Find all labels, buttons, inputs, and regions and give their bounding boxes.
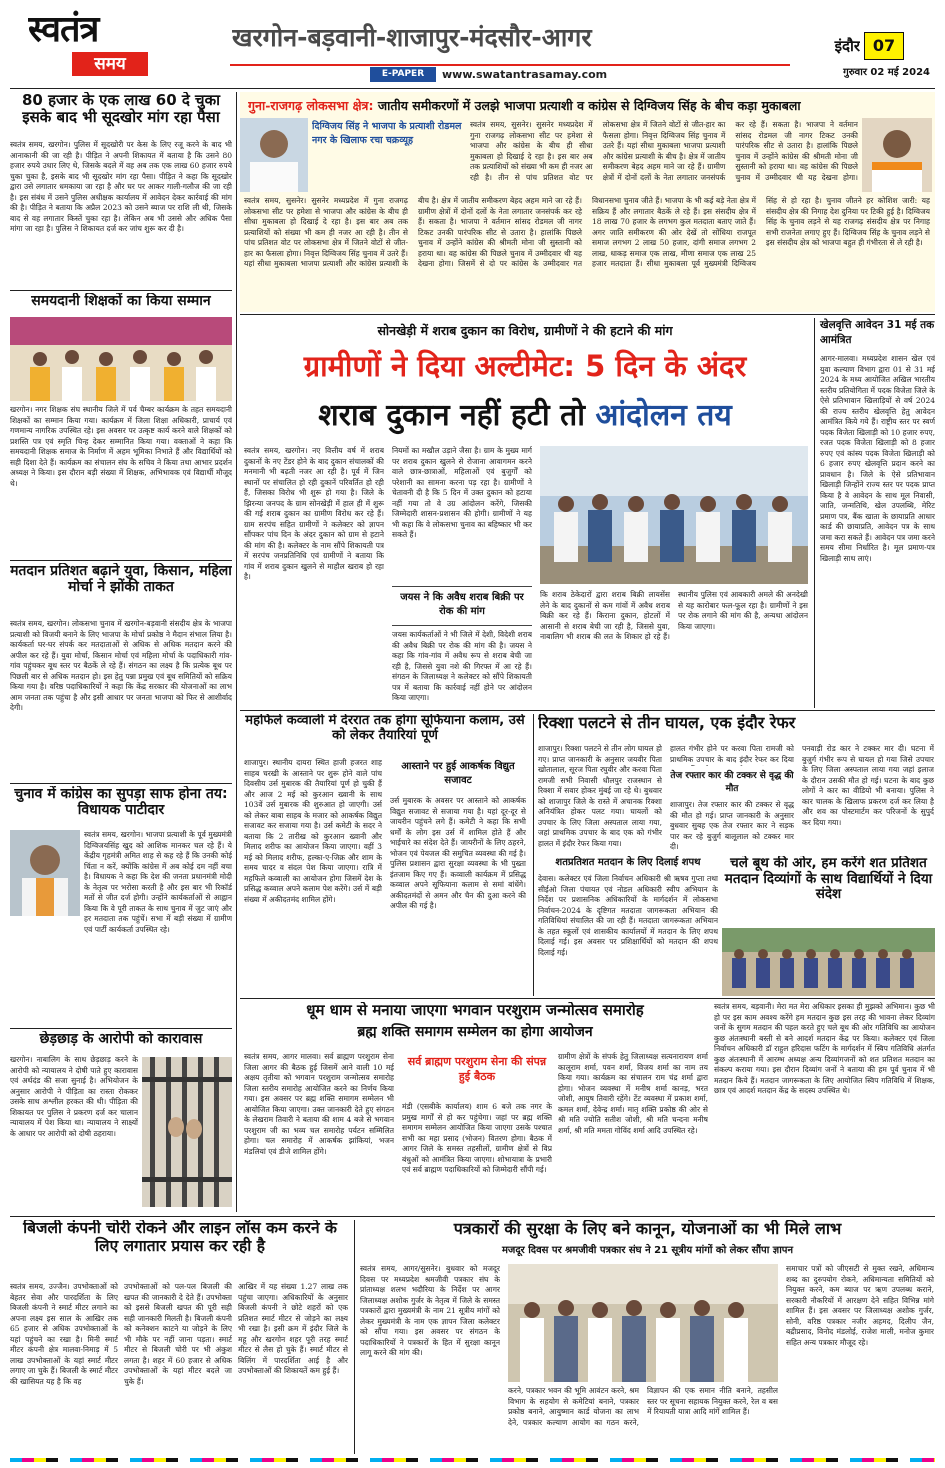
parshuram-col-3: ग्रामीण क्षेत्रों के संपर्क हेतु जिलाध्यक्ष सत्यनारायण शर्मा कालूराम शर्मा, पवन शर्मा, विजय शर्मा का नाम तय किया गया। कार्यक्रम का संचालन राम चंद्र शर्मा द्वारा होगा। भोजन व्यवस्था में मनीष शर्मा कानड़, भरत जोशी, आयुष तिवारी रहेंगे। टेंट व्यवस्था में प्रकाश शर्मा, कमल शर्मा, देवेन्द्र शर्मा। मातृ शक्ति प्रकोष्ठ की ओर से श्री मति ज्योति सतीश जोशी, श्री मति चन्दना मनीष शर्मा, श्री मति ममता गोविंद शर्मा आदि उपस्थित रहे। [558, 1052, 708, 1135]
journalists-story [360, 1220, 935, 1454]
article-title: चुनाव में कांग्रेस का सुपड़ा साफ होना तय: विधायक पाटीदार [14, 786, 228, 819]
liquor-headline-red: ग्रामीणों ने दिया अल्टीमेट: 5 दिन के अंदर [303, 349, 747, 383]
divider [10, 1028, 232, 1029]
rickshaw-col-2: हालत गंभीर होने पर करवा पिता रामजी को प्राथमिक उपचार के बाद इंदौर रेफर कर दिया [670, 744, 794, 764]
liquor-col-2b: जयस कार्यकर्ताओं ने भी जिले में देशी, विदेशी शराब की अवैध बिक्री पर रोक की मांग की है। जयस ने कहा कि गांव-गांव में अवैध रूप से शराब बेची जा रही है, जिससे युवा नशे की गिरफ्त में आ रहे हैं। संगठन के जिलाध्यक्ष ने कलेक्टर को सौंपे शिकायती पत्र में बताया कि कार्रवाई नहीं होने पर आंदोलन किया जाएगा। [392, 630, 532, 702]
article-body: खरगोन। नगर शिक्षक संघ स्थानीय जिले में पर्व चैम्बर कार्यक्रम के तहत समयदानी शिक्षकों का सम्मान किया गया। कार्यक्रम में जिला शिक्षा अधिकारी, प्राचार्य एवं गणमान्य नागरिक उपस्थित रहे। इस अवसर पर उत्कृष्ट कार्य करने वाले शिक्षकों को प्रशस्ति पत्र एवं स्मृति चिन्ह देकर सम्मानित किया गया। वक्ताओं ने कहा कि समयदानी शिक्षक समाज के निर्माण में अहम भूमिका निभाते हैं और विद्यार्थियों को सही दिशा देते हैं। कार्यक्रम का संचालन संघ के सचिव ने किया तथा आभार प्रदर्शन अध्यक्ष ने किया। इस दौरान बड़ी संख्या में शिक्षक, अभिभावक एवं विद्यार्थी मौजूद थे। [10, 405, 232, 488]
villagers-photo [540, 446, 808, 584]
electric-story [10, 1220, 350, 1454]
liquor-story [240, 318, 810, 708]
rickshaw-col-3: पनवाड़ी रोड कार ने टक्कर मार दी। घटना में बुजुर्ग गंभीर रूप से घायल हो गया जिसे उपचार के लिए जिला अस्पताल लाया गया जहां इलाज के दौरान उसकी मौत हो गई। घटना के बाद कुछ लोगों ने कार का वीडियो भी बनाया। पुलिस ने कार चालक के खिलाफ प्रकरण दर्ज कर लिया है और शव का पोस्टमार्टम कर परिजनों के सुपुर्द कर दिया गया। [802, 744, 934, 827]
rickshaw-story [538, 714, 935, 854]
electric-col-1: स्वतंत्र समय, उज्जैन। उपभोक्ताओं को बेहतर सेवा और पारदर्शिता के लिए बिजली कंपनी ने स्मार्ट मीटर लगाने का अपना लक्ष्य इस साल के आखिर तक 65 हजार से अधिक उपभोक्ताओं के यहां पहुंचने का रखा है। मिनी स्मार्ट मीटर कंपनी क्षेत्र मालवा-निमाड़ में 5 लाख उपभोक्ताओं के यहां स्मार्ट मीटर लगाए जा चुके हैं। बिजली के स्मार्ट मीटर की खासियत यह है कि वह [10, 1282, 118, 1386]
qawwali-col-2: उर्स मुबारक के अवसर पर आस्ताने को आकर्षक विद्युत सजावट से सजाया गया है। यहां दूर-दूर से जायरीन पहुंचने लगे हैं। कमेटी ने कहा कि सभी धर्मों के लोग इस उर्स में शामिल होते हैं और भाईचारे का संदेश देते हैं। जायरीनों के लिए ठहरने, भोजन एवं पेयजल की समुचित व्यवस्था की गई है। पुलिस प्रशासन द्वारा सुरक्षा व्यवस्था के भी पुख्ता इंतजाम किए गए हैं। कव्वाली कार्यक्रम में प्रसिद्ध कव्वाल अपने सूफियाना कलाम से समां बांधेंगे। अकीदतमंदों से अमन और चैन की दुआ करने की अपील की गई है। [390, 796, 526, 910]
liquor-col-3: कि शराब ठेकेदारों द्वारा शराब बिक्री लायसेंस लेने के बाद दुकानों से कम गांवों में अवैध शराब बिक्री कर रहे हैं। किराना दुकान, होटलों में आसानी से शराब बेची जा रही है, जिससे युवा, नाबालिग भी शराब की लत के शिकार हो रहे हैं। स्थानीय पुलिस एवं आबकारी अमले की अनदेखी से यह कारोबार फल-फूल रहा है। ग्रामीणों ने इस पर रोक लगाने की मांग की है, अन्यथा आंदोलन किया जाएगा। [540, 590, 808, 641]
article-body: खरगोन। नाबालिग के साथ छेड़छाड़ करने के आरोपी को न्यायालय ने दोषी पाते हुए कारावास एवं अर्थदंड की सजा सुनाई है। अभियोजन के अनुसार आरोपी ने पीड़िता का रास्ता रोककर उसके साथ अश्लील हरकत की थी। पीड़िता की शिकायत पर पुलिस ने प्रकरण दर्ज कर चालान न्यायालय में पेश किया था। न्यायालय ने साक्ष्यों के आधार पर आरोपी को दोषी ठहराया। [10, 1055, 138, 1138]
liquor-col-1: स्वतंत्र समय, खरगोन। नए वित्तीय वर्ष में शराब दुकानों के नए टेंडर होने के बाद दुकान संचालकों की मनमानी भी बढ़ती नजर आ रही है। पूर्व में जिन स्थानों पर संचालित हो रही दुकानें परिवर्तित हो रही हैं, जिसका विरोध भी शुरू हो गया है। जिले के झिरन्या जनपद के ग्राम सोनखेड़ी में हाल ही में शुरू की गई शराब दुकान का ग्रामीण विरोध कर रहे हैं। ग्राम सरपंच सहित ग्रामीणों ने कलेक्टर को ज्ञापन सौंपकर पांच दिन के अंदर दुकान को ग्राम से हटाने की मांग की है। कलेक्टर के नाम सौंपे शिकायती पत्र में सरपंच जनप्रतिनिधि एवं ग्रामीणों ने बताया कि गांव में शराब दुकान खुलने से माहौल खराब हो रहा है। [244, 446, 384, 581]
divider [10, 783, 232, 784]
top-story [240, 92, 935, 312]
rickshaw-title: रिक्शा पलटने से तीन घायल, एक इंदौर रेफर [538, 714, 796, 732]
parshuram-subtitle: ब्रह्म शक्ति समागम सम्मेलन का होगा आयोजन [357, 1024, 593, 1040]
article-body: स्वतंत्र समय, खरगोन। भाजपा प्रत्याशी के पूर्व मुख्यमंत्री दिग्विजयसिंह खुद को आशिक मानकर चल रहे हैं। ये केंद्रीय गृहमंत्री अमित शाह से कह रहे हैं कि उनकी कोई चिंता न करें, क्योंकि कांग्रेस में अब कोई दम नहीं बचा है। विधायक ने कहा कि देश की जनता प्रधानमंत्री मोदी के नेतृत्व पर भरोसा करती है और इस बार भी रिकॉर्ड मतों से जीत दर्ज होगी। उन्होंने कार्यकर्ताओं से आह्वान किया कि वे पूरी ताकत के साथ चुनाव में जुट जाएं और हर मतदाता तक पहुंचें। सभा में बड़ी संख्या में ग्रामीण एवं पार्टी कार्यकर्ता उपस्थित रहे। [84, 830, 232, 934]
divider [10, 560, 232, 561]
rickshaw-subhead: तेज रफ्तार कार की टक्कर से वृद्ध की मौत [670, 771, 794, 794]
qawwali-title: महफिले कव्वाली में देररात तक होगा सूफियाना कलाम, उर्स को लेकर तैयारियां पूर्ण [245, 714, 525, 743]
qawwali-col-1: शाजापुर। स्थानीय दायरा स्थित हाजी हजरत शाह साहब चरखी के आस्ताने पर शुरू होने वाले पांच दिवसीय उर्स मुबारक की तैयारियां पूर्ण हो चुकी हैं और आज 2 मई को कुरआन ख्वानी के साथ 103वें उर्स मुबारक की शुरुआत हो जाएगी। उर्स को लेकर बाबा साहब के मजार को आकर्षक विद्युत सजावट कर सजाया गया है। उर्स कमेटी के सदर ने बताया कि 2 तारीख को कुरआन ख्वानी और मिलाद शरीफ का आयोजन किया जाएगा। वहीं 3 मई को मिलाद शरीफ, हल्का-ए-जिक्र और शाम के समय चादर व संदल पेश किया जाएगा। रात्रि में महफिले कव्वाली का आयोजन होगा जिसमें देश के प्रसिद्ध कव्वाल अपने कलाम पेश करेंगे। उर्स में बड़ी संख्या में अकीदतमंद शामिल होंगे। [244, 758, 382, 904]
voting-body: देवास। कलेक्टर एवं जिला निर्वाचन अधिकारी श्री ऋषव गुप्ता तथा सीईओ जिला पंचायत एवं नोडल अधिकारी स्वीप अभियान के निर्देश पर प्रशासनिक अधिकारियों के मार्गदर्शन में लोकसभा निर्वाचन-2024 के दृष्टिगत मतदाता जागरूकता अभियान की गतिविधियां संचालित की जा रही हैं। मतदाता जागरूकता अभियान के तहत स्कूलों एवं शासकीय कार्यालयों में मतदान के लिए शपथ दिलाई गई। इस अवसर पर प्रशिक्षार्थियों को मतदान की शपथ दिलाई गई। [538, 874, 718, 957]
top-body: स्वतंत्र समय, सुसनेर। सुसनेर मध्यप्रदेश में गुना राजगढ़ लोकसभा सीट पर हमेशा से भाजपा और कांग्रेस के बीच ही सीधा मुकाबला हो दिखाई दे रहा है। इस बार अब तक प्रत्याशियों को संख्या भी कम ही नजर आ रही है। तीन से पांच प्रतिशत वोट पर लोकसभा क्षेत्र में जितने वोटों से जीत-हार का फैसला होगा। निवृत्त दिग्विजय सिंह चुनाव में उतरे हैं। यहां सीधा मुकाबला भाजपा प्रत्याशी और कांग्रेस प्रत्याशी के बीच है। क्षेत्र में जातीय समीकरण बेहद अहम माने जा रहे हैं। ग्रामीण क्षेत्रों में दोनों दलों के नेता लगातार जनसंपर्क कर रहे हैं। सकता है। भाजपा ने वर्तमान सांसद रोडमल जी नागर टिकट उनकी पारंपरिक सीट से उतारा है। हालांकि पिछले चुनाव में उन्होंने कांग्रेस की श्रीमती मोना जी सुस्तानी को हराया था। वह कांग्रेस की पिछले चुनाव में उम्मीदवार थी यह देखना होगा। जिसमें से दो पर कांग्रेस के उम्मीदवार गत विधानसभा चुनाव जीते हैं। भाजपा के भी कई बड़े नेता क्षेत्र में सक्रिय हैं और लगातार बैठकें ले रहे हैं। इस संसदीय क्षेत्र में 18 लाख 70 हजार के लगभग कुल मतदाता बताए जाते हैं। अगर जाति समीकरण की ओर देखें तो सोंधिया राजपूत समाज लगभग 2 लाख 50 हजार, दांगी समाज लगभग 2 लाख, धाकड़ समाज एक लाख, मीणा समाज एक लाख 25 हजार मतदाता हैं। सीधा मुकाबला पूर्व मुख्यमंत्री दिग्विजय सिंह से हो रहा है। चुनाव जीतने हर कोशिश जारी: यह संसदीय क्षेत्र की निगाह देश दुनिया पर टिकी हुई है। दिग्विजय सिंह के चुनाव लड़ने से यह राजगढ़ संसदीय क्षेत्र पर निगाह सभी राजनेता लगाए हुए हैं। दिग्विजय सिंह के चुनाव लड़ने से इस संसदीय क्षेत्र को भाजपा बहुत ही गंभीरता से ले रही है। [244, 196, 930, 268]
city-label: इंदौर [834, 37, 860, 55]
parshuram-col-1: स्वतंत्र समय, आगर मालवा। सर्व ब्राह्मण परशुराम सेना जिला आगर की बैठक हुई जिसमें आने वाली 10 मई अक्षय तृतीया को भगवान परशुराम जन्मोत्सव समारोह जिला स्तरीय समारोह आयोजित करने का निर्णय किया गया। इस अवसर पर ब्रह्म शक्ति समागम सम्मेलन भी आयोजित किया जाएगा। उक्त जानकारी देते हुए संगठन के लेखराम तिवारी ने बताया की शाम 4 बजे से भगवान परशुराम जी का भव्य चल समारोह पर्यटन सम्मिलित होगा। चल समारोह में आकर्षक झांकियां, भजन मंडलियां एवं डीजे शामिल होंगे। [244, 1052, 394, 1156]
divider [10, 1216, 935, 1217]
electric-title: बिजली कंपनी चोरी रोकने और लाइन लॉस कम करने के लिए लगातार प्रयास कर रही है [23, 1220, 337, 1255]
electric-col-2: उपभोक्ताओं को पल-पल बिजली की खपत की जानकारी दे देते हैं। उपभोक्ता को इससे बिजली खपत की पूरी सही सही जानकारी मिलती है। बिजली कंपनी को कनेक्शन काटने या जोड़ने के लिए भी मौके पर नहीं जाना पड़ता। स्मार्ट मीटर से बिजली चोरी पर भी अंकुश लगता है। शहर में 60 हजार से अधिक उपभोक्ताओं के यहां मीटर बदले जा चुके हैं। [124, 1282, 232, 1386]
page-number: 07 [864, 32, 904, 60]
barwani-body: स्वतंत्र समय, बड़वानी। मेरा मत मेरा अधिकार इसका ही मुझको अभिमान। कुछ भी हो पर इस काम अवश्य करेंगे हम मतदान कुछ इस तरह की भावना लेकर दिव्यांग जनों के सुगम मतदान की पहल करते हुए चले बूथ की ओर गतिविधि का आयोजन कुछ अंतःस्थानी बस्ती से बने आदर्श मतदान केंद्र पर किया। कलेक्टर एवं जिला निर्वाचन अधिकारी डॉ राहुल हरिदास फटिंग के मार्गदर्शन में स्विप गतिविधि अंतर्गत कुछ अंतःस्थानी में आरम्भ अध्यक्ष अन्य दिव्यांगजनों को शत प्रतिशत मतदान का संकल्प कराया गया। इस दौरान दिव्यांग जनों ने बताया की हम पूर्व चुनाव में भी मतदान किये हैं। मतदान जागरूकता के लिए आयोजित स्विप गतिविधि में शिक्षक, छात्र एवं आदर्श मतदान केंद्र के सदस्य उपस्थित थे। [714, 1002, 935, 1095]
epaper-badge: E-PAPER [370, 67, 436, 82]
journalists-col-2: करने, पत्रकार भवन की भूमि आवंटन करने, श्रम विभाग के सहयोग से कमेटियां बनाने, पत्रकार प्रकोष्ठ बनाने, आयुष्मान कार्ड योजना का लाभ देने, पत्रकार कल्याण आयोग का गठन करने, विज्ञापन की एक समान नीति बनाने, तहसील स्तर पर सूचना सहायक नियुक्त करने, रेल व बस में रियायती यात्रा आदि मांगें शामिल हैं। [508, 1386, 778, 1427]
sports-title: खेलवृत्ति आवेदन 31 मई तक आमंत्रित [820, 319, 935, 346]
liquor-kicker: सोनखेड़ी में शराब दुकान का विरोध, ग्रामीणों ने की हटाने की मांग [377, 323, 673, 338]
journalists-col-1: स्वतंत्र समय, आगर/सुसनेर। बुधवार को मजदूर दिवस पर मध्यप्रदेश श्रमजीवी पत्रकार संघ के प्रांताध्यक्ष शलभ भदौरिया के निर्देश पर आगर जिलाध्यक्ष अशोक गुर्जर के नेतृत्व में जिले के समस्त पत्रकारों द्वारा मुख्यमंत्री के नाम 21 सूत्रीय मांगों को लेकर मुख्यमंत्री के नाम एक ज्ञापन जिला कलेक्टर को सौंपा गया। इस अवसर पर संगठन के पदाधिकारियों ने पत्रकारों के हित में सुरक्षा कानून लागू करने की मांग की। [360, 1264, 500, 1357]
parshuram-col-2: मंडी (एसबीके कार्यालय) शाम 6 बजे तक नगर के प्रमुख मार्गों से हो कर पहुंचेगा। जहां पर ब्रह्म शक्ति समागम सम्मेलन आयोजित किया जाएगा उसके पश्चात सभी का महा प्रसाद (भोजन) वितरण होगा। बैठक में आगर जिले के समस्त तहसीलों, ग्रामीण क्षेत्रों से विप्र बंधुओं को आमंत्रित किया जाएगा। शोभायात्रा के प्रभारी एवं सर्व ब्राह्मण पदाधिकारियों को जिम्मेदारी सौंपी गई। [402, 1102, 552, 1174]
headline-blue: आंदोलन तय [595, 398, 732, 433]
liquor-callout: जयस ने कि अवैध शराब बिक्री पर रोक की मांग [392, 586, 532, 626]
qawwali-story [240, 714, 530, 996]
booth-title: चले बूथ की ओर, हम करेंगे शत प्रतिशत मतदान दिव्यांगों के साथ विद्यार्थियों ने दिया संदेश [724, 856, 933, 903]
journalists-photo [508, 1264, 778, 1382]
journalists-title: पत्रकारों की सुरक्षा के लिए बने कानून, योजनाओं का भी मिले लाभ [453, 1220, 842, 1238]
teachers-photo [10, 317, 232, 401]
article-title: छेड़छाड़ के आरोपी को कारावास [39, 1031, 203, 1047]
article-morcha [10, 563, 232, 781]
headline-text: जातीय समीकरणों में उलझे भाजपा प्रत्याशी व कांग्रेस से दिग्विजय सिंह के बीच कड़ा मुकाबला [377, 98, 801, 113]
logo [28, 8, 158, 80]
sports-sidebar [814, 318, 935, 708]
divider [10, 290, 232, 291]
electric-col-3: आखिर में यह संख्या 1.27 लाख तक पहुंचा जाएगा। अधिकारियों के अनुसार बिजली कंपनी ने छोटे शहरों को एक प्रतिशत स्मार्ट मीटर से जोड़ने का लक्ष्य भी रखा है। इसी क्रम में इंदौर जिले के महू और खरगोन शहर पूरी तरह स्मार्ट मीटर से लैस हो चुके हैं। स्मार्ट मीटर से बिलिंग में पारदर्शिता आई है और उपभोक्ताओं की शिकायतें कम हुई हैं। [238, 1282, 348, 1375]
masthead [0, 0, 945, 88]
liquor-headline-2 [240, 392, 810, 440]
registration-bar [10, 1458, 935, 1462]
sports-body: आगर-मालवा। मध्यप्रदेश शासन खेल एवं युवा कल्याण विभाग द्वारा 01 से 31 मई 2024 के मध्य आयोजित अखिल भारतीय स्तरीय प्रतियोगिता में पदक विजेता जिले के ऐसे प्रतिभावान खिलाड़ियों से वर्ष 2024 की राज्य स्तरीय खेलवृत्ति हेतु आवेदन आमंत्रित किये गये हैं। राष्ट्रीय स्तर पर स्वर्ण पदक विजेता खिलाड़ी को 10 हजार रुपए, रजत पदक विजेता खिलाड़ी को 8 हजार रुपए एवं कांस्य पदक विजेता खिलाड़ी को 6 हजार रुपए खेलवृत्ति प्रदान करने का प्रावधान है। जिले के ऐसे प्रतिभावान खिलाड़ी जिन्होंने राज्य स्तर पर पदक प्राप्त किया है वे आवेदन के साथ मूल निवासी, जाति, जन्मतिथि, खेल उपलब्धि, मेरिट प्रमाण पत्र, बैंक खाता के छायाप्रति आधार कार्ड की छायाप्रति, आवेदन पत्र के साथ जमा करा सकते हैं। आवेदन पत्र जमा करने समय सीमा निर्धारित है। मूल प्रमाण-पत्र खिलाड़ी साथ लाएं। [820, 354, 935, 563]
column-divider [354, 1220, 355, 1454]
mla-photo [10, 830, 80, 916]
voting-head: शतप्रतिशत मतदान के लिए दिलाई शपथ [555, 857, 701, 868]
booth-story [722, 856, 935, 996]
article-title: 80 हजार के एक लाख 60 दे चुका इसके बाद भी सूदखोर मांग रहा पैसा [22, 92, 220, 127]
qawwali-subhead: आस्ताने पर हुई आकर्षक विद्युत सजावट [401, 761, 515, 786]
rickshaw-col-2b: शाजापुर। तेज रफ्तार कार की टक्कर से वृद्ध की मौत हो गई। प्राप्त जानकारी के अनुसार बुधवार सुबह एक तेज रफ्तार कार ने सड़क पार कर रहे बुजुर्ग बालूलाल को टक्कर मार दी। [670, 800, 794, 851]
parshuram-story [240, 1002, 710, 1214]
liquor-col-2: नियमों का मखौल उड़ाने जैसा है। ग्राम के मुख्य मार्ग पर शराब दुकान खुलने से रोजाना आवागमन करने वाले छात्र-छात्राओं, महिलाओं एवं बुजुर्गों को परेशानी का सामना करना पड़ रहा है। ग्रामीणों ने चेतावनी दी है कि 5 दिन में उक्त दुकान को हटाया नहीं गया तो वे उग्र आंदोलन करेंगे, जिसकी जिम्मेदारी शासन-प्रशासन की होगी। ग्रामीणों ने यह भी कहा कि वे लोकसभा चुनाव का बहिष्कार भी कर सकते हैं। [392, 446, 532, 539]
article-congress [10, 786, 232, 1026]
parshuram-callout: सर्व ब्राह्मण परशुराम सेना की संपन्न हुई बैठक [407, 1055, 547, 1083]
issue-date: गुरुवार 02 मई 2024 [843, 67, 930, 78]
headline-black: शराब दुकान नहीं हटी तो [318, 398, 586, 433]
headline-kicker: गुना-राजगढ़ लोकसभा क्षेत्र: [248, 98, 374, 113]
top-body-upper: स्वतंत्र समय, सुसनेर। सुसनेर मध्यप्रदेश में गुना राजगढ़ लोकसभा सीट पर हमेशा से भाजपा और कांग्रेस के बीच ही सीधा मुकाबला हो दिखाई दे रहा है। इस बार अब तक प्रत्याशियों को संख्या भी कम ही नजर आ रही है। तीन से पांच प्रतिशत वोट पर लोकसभा क्षेत्र में जितने वोटों से जीत-हार का फैसला होगा। निवृत्त दिग्विजय सिंह चुनाव में उतरे हैं। यहां सीधा मुकाबला भाजपा प्रत्याशी और कांग्रेस प्रत्याशी के बीच है। क्षेत्र में जातीय समीकरण बेहद अहम माने जा रहे हैं। ग्रामीण क्षेत्रों में दोनों दलों के नेता लगातार जनसंपर्क कर रहे हैं। सकता है। भाजपा ने वर्तमान सांसद रोडमल जी नागर टिकट उनकी पारंपरिक सीट से उतारा है। हालांकि पिछले चुनाव में उन्होंने कांग्रेस की श्रीमती मोना जी सुस्तानी को हराया था। वह कांग्रेस की पिछले चुनाव में उम्मीदवार थी यह देखना होगा। [470, 120, 858, 182]
article-body: स्वतंत्र समय, खरगोन। लोकसभा चुनाव में खरगोन-बड़वानी संसदीय क्षेत्र के भाजपा प्रत्याशी को विजयी बनाने के लिए भाजपा के मोर्चा प्रकोष्ठ ने मैदान संभाल लिया है। कार्यकर्ता घर-घर संपर्क कर मतदाताओं से अधिक से अधिक मतदान करने की अपील कर रहे हैं। युवा मोर्चा, किसान मोर्चा एवं महिला मोर्चा के पदाधिकारी गांव-गांव पहुंचकर बूथ स्तर पर बैठकें ले रहे हैं। संगठन का लक्ष्य है कि प्रत्येक बूथ पर पिछली बार से अधिक मतदान हो। इस हेतु पन्ना प्रमुख एवं बूथ समितियों को सक्रिय किया गया है। वरिष्ठ पदाधिकारियों ने कहा कि केंद्र सरकार की योजनाओं का लाभ आम जनता तक पहुंचा है और इसी आधार पर जनता भाजपा को फिर से आशीर्वाद देगी। [10, 619, 232, 712]
top-headline [248, 94, 930, 118]
column-divider [533, 714, 534, 996]
website-link[interactable]: www.swatantrasamay.com [442, 68, 608, 81]
region-title: खरगोन-बड़वानी-शाजापुर-मंदसौर-आगर [232, 23, 592, 52]
jail-photo [142, 1057, 232, 1207]
booth-photo [722, 928, 935, 996]
divider [240, 314, 935, 315]
divider [240, 998, 935, 999]
article-body: स्वतंत्र समय, खरगोन। पुलिस में सूदखोरी पर केस के लिए रजू करने के बाद भी आनाकानी की जा रही है। पीड़ित ने अपनी शिकायत में बताया है कि उसने 80 हजार रुपये उधार लिए थे, जिसके बदले में वह अब तक एक लाख 60 हजार रुपये चुका चुका है, इसके बाद भी सूदखोर मांग रहा पैसा। पीड़ित ने कहा कि सूदखोर द्वारा उसे लगातार धमकाया जा रहा है और घर पर आकर गाली-गलौज की जा रही है। इस संबंध में उसने पुलिस अधीक्षक कार्यालय में आवेदन देकर कार्रवाई की मांग की है। पीड़ित ने बताया कि अप्रैल 2023 को उसने ब्याज पर राशि ली थी, जिसके बाद से वह लगातार किस्तें चुका रहा है। लेकिन अब भी उससे और अधिक पैसा मांगा जा रहा है। पुलिस ने शिकायत दर्ज कर जांच शुरू कर दी है। [10, 140, 232, 233]
article-moneylender [10, 92, 232, 302]
article-title: मतदान प्रतिशत बढ़ाने युवा, किसान, महिला मोर्चा ने झोंकी ताकत [10, 563, 232, 596]
parshuram-title: धूम धाम से मनाया जाएगा भगवान परशुराम जन्मोत्सव समारोह [306, 1002, 644, 1019]
top-subheading: दिग्विजय सिंह ने भाजपा के प्रत्याशी रोडमल नगर के खिलाफ रचा चक्रव्यूह [312, 121, 462, 146]
barwani-story [714, 1002, 935, 1214]
candidate-photo-1 [240, 118, 308, 192]
divider [240, 710, 935, 711]
article-teachers [10, 293, 232, 558]
candidate-photo-2 [862, 118, 932, 192]
article-title: समयदानी शिक्षकों का किया सम्मान [31, 293, 211, 309]
masthead-rule [10, 88, 935, 89]
logo-text-bottom: समय [72, 52, 148, 76]
logo-text-top: स्वतंत्र [28, 8, 99, 50]
left-column-divider [236, 92, 237, 1212]
article-harassment [10, 1031, 232, 1211]
voting-oath-story [538, 856, 718, 996]
journalists-subtitle: मजदूर दिवस पर श्रमजीवी पत्रकार संघ ने 21 सूत्रीय मांगों को लेकर सौंपा ज्ञापन [501, 1245, 794, 1256]
rickshaw-col-1: शाजापुर। रिक्शा पलटने से तीन लोग घायल हो गए। प्राप्त जानकारी के अनुसार जयवीर पिता खोतालाल, सूरज पिता रघुवीर और करवा पिता रामजी सभी निवासी धौलपुर राजस्थान से रिक्शा में सवार होकर मुंबई जा रहे थे। बुधवार को शाजापुर जिले के रास्ते में अचानक रिक्शा अनियंत्रित होकर पलट गया। घायलों को उपचार के लिए जिला अस्पताल लाया गया, जहां प्राथमिक उपचार के बाद एक को गंभीर हालत में इंदौर रेफर किया गया। [538, 744, 662, 848]
journalists-col-3: समाचार पत्रों को जीएसटी से मुक्त रखने, अधिमान्य शब्द का दुरुपयोग रोकने, अधिमान्यता समितियों को नियुक्त करने, कम ब्याज पर ऋण उपलब्ध कराने, सरकारी नौकरियों में आरक्षण देने सहित विभिन्न मांगे शामिल हैं। इस अवसर पर जिलाध्यक्ष अशोक गुर्जर, सोनी, वरिष्ठ पत्रकार नजीर अहमद, दिलीप जैन, बद्रीप्रसाद, विनोद मंडलोई, राजेश माली, मनोज कुमार सहित अन्य पत्रकार मौजूद रहे। [786, 1264, 934, 1347]
